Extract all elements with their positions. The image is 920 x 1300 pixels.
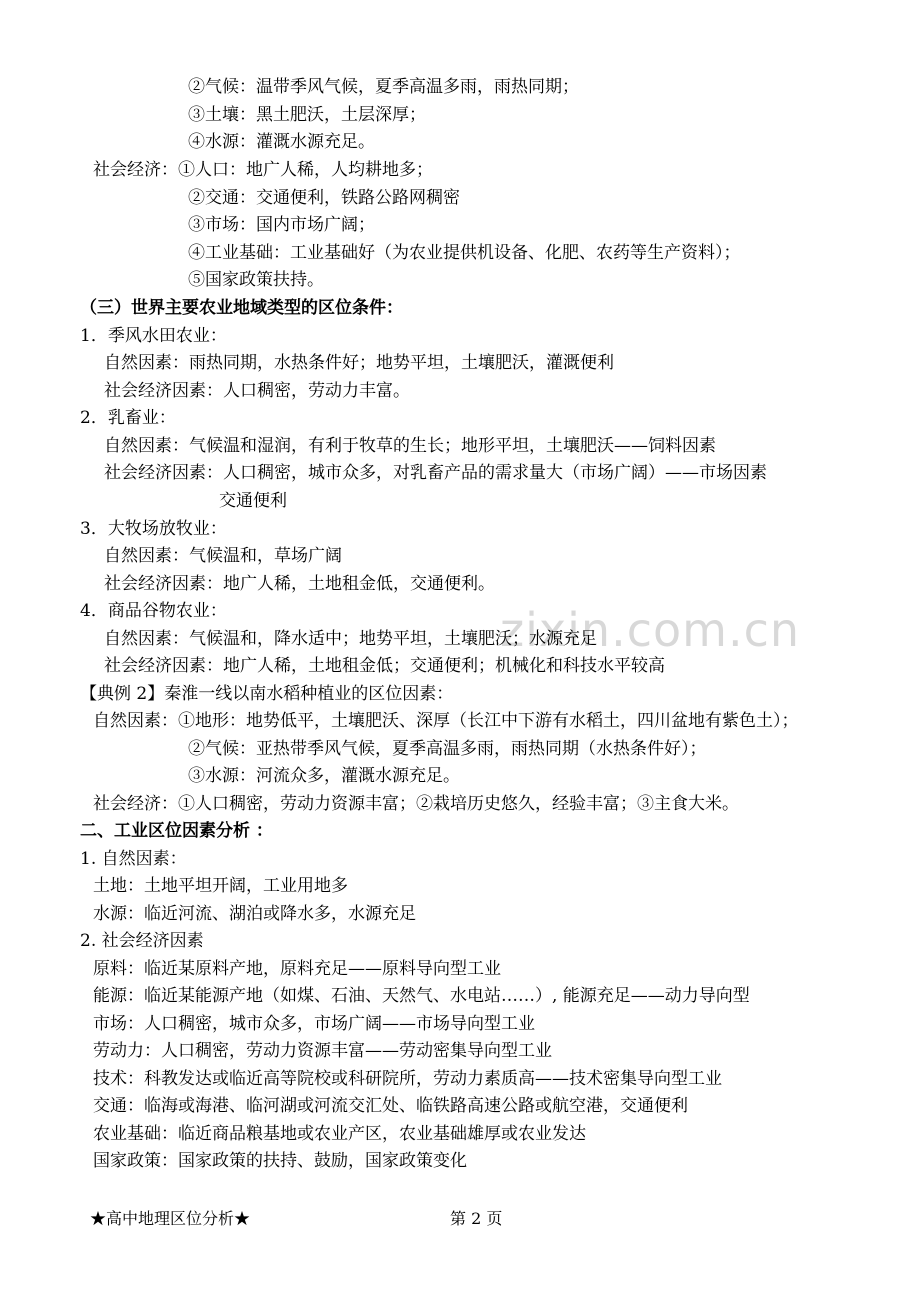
line-32: 2. 社会经济因素 [80, 931, 204, 951]
line-21: 自然因素：气候温和，降水适中；地势平坦，土壤肥沃；水源充足 [104, 629, 597, 649]
line-8: ⑤国家政策扶持。 [188, 270, 324, 290]
section-heading-3: （三）世界主要农业地域类型的区位条件： [80, 298, 403, 318]
line-34: 能源：临近某能源产地（如煤、石油、天然气、水电站……）, 能源充足——动力导向型 [93, 986, 750, 1006]
line-33: 原料：临近某原料产地，原料充足——原料导向型工业 [93, 959, 501, 979]
line-37: 技术：科教发达或临近高等院校或科研院所，劳动力素质高——技术密集导向型工业 [93, 1069, 722, 1089]
footer-title: ★高中地理区位分析★ [90, 1209, 251, 1228]
line-39: 农业基础：临近商品粮基地或农业产区，农业基础雄厚或农业发达 [93, 1124, 586, 1144]
line-2: ③土壤：黑土肥沃，土层深厚； [188, 105, 426, 125]
section-heading-2: 二、工业区位因素分析 ： [80, 821, 273, 841]
line-17: 3．大牧场放牧业： [80, 519, 227, 539]
line-23: 【典例 2】秦淮一线以南水稻种植业的区位因素： [80, 684, 454, 704]
line-19: 社会经济因素：地广人稀，土地租金低，交通便利。 [104, 574, 495, 594]
line-40: 国家政策：国家政策的扶持、鼓励，国家政策变化 [93, 1151, 467, 1171]
line-29: 1. 自然因素： [80, 849, 187, 869]
page-number: 第 2 页 [450, 1209, 503, 1228]
line-27: 社会经济：①人口稠密，劳动力资源丰富；②栽培历史悠久，经验丰富；③主食大米。 [93, 794, 739, 814]
line-25: ②气候：亚热带季风气候，夏季高温多雨，雨热同期（水热条件好）； [188, 739, 707, 759]
line-11: 自然因素：雨热同期，水热条件好；地势平坦，土壤肥沃，灌溉便利 [104, 353, 614, 373]
line-4: 社会经济：①人口：地广人稀，人均耕地多； [93, 160, 433, 180]
line-30: 土地：土地平坦开阔，工业用地多 [93, 876, 348, 896]
line-12: 社会经济因素：人口稠密，劳动力丰富。 [104, 381, 410, 401]
line-31: 水源：临近河流、湖泊或降水多，水源充足 [93, 904, 416, 924]
line-13: 2．乳畜业： [80, 408, 176, 428]
line-14: 自然因素：气候温和湿润，有利于牧草的生长；地形平坦，土壤肥沃——饲料因素 [104, 436, 716, 456]
line-22: 社会经济因素：地广人稀，土地租金低；交通便利；机械化和科技水平较高 [104, 656, 665, 676]
line-10: 1．季风水田农业： [80, 326, 227, 346]
line-3: ④水源：灌溉水源充足。 [188, 132, 375, 152]
watermark: zixin.com.cn [500, 603, 801, 657]
line-1: ②气候：温带季风气候，夏季高温多雨，雨热同期； [188, 77, 579, 97]
line-38: 交通：临海或海港、临河湖或河流交汇处、临铁路高速公路或航空港，交通便利 [93, 1096, 688, 1116]
line-18: 自然因素：气候温和，草场广阔 [104, 546, 342, 566]
line-15: 社会经济因素：人口稠密，城市众多，对乳畜产品的需求量大（市场广阔）——市场因素 [104, 463, 767, 483]
line-26: ③水源：河流众多，灌溉水源充足。 [188, 766, 460, 786]
line-35: 市场：人口稠密，城市众多，市场广阔——市场导向型工业 [93, 1014, 535, 1034]
line-5: ②交通：交通便利，铁路公路网稠密 [188, 188, 460, 208]
line-20: 4．商品谷物农业： [80, 601, 227, 621]
line-16: 交通便利 [219, 491, 287, 511]
line-36: 劳动力：人口稠密，劳动力资源丰富——劳动密集导向型工业 [93, 1041, 552, 1061]
line-7: ④工业基础：工业基础好（为农业提供机设备、化肥、农药等生产资料）； [188, 243, 741, 263]
line-24: 自然因素：①地形：地势低平，土壤肥沃、深厚（长江中下游有水稻土，四川盆地有紫色土）； [93, 711, 799, 731]
line-6: ③市场：国内市场广阔； [188, 215, 375, 235]
